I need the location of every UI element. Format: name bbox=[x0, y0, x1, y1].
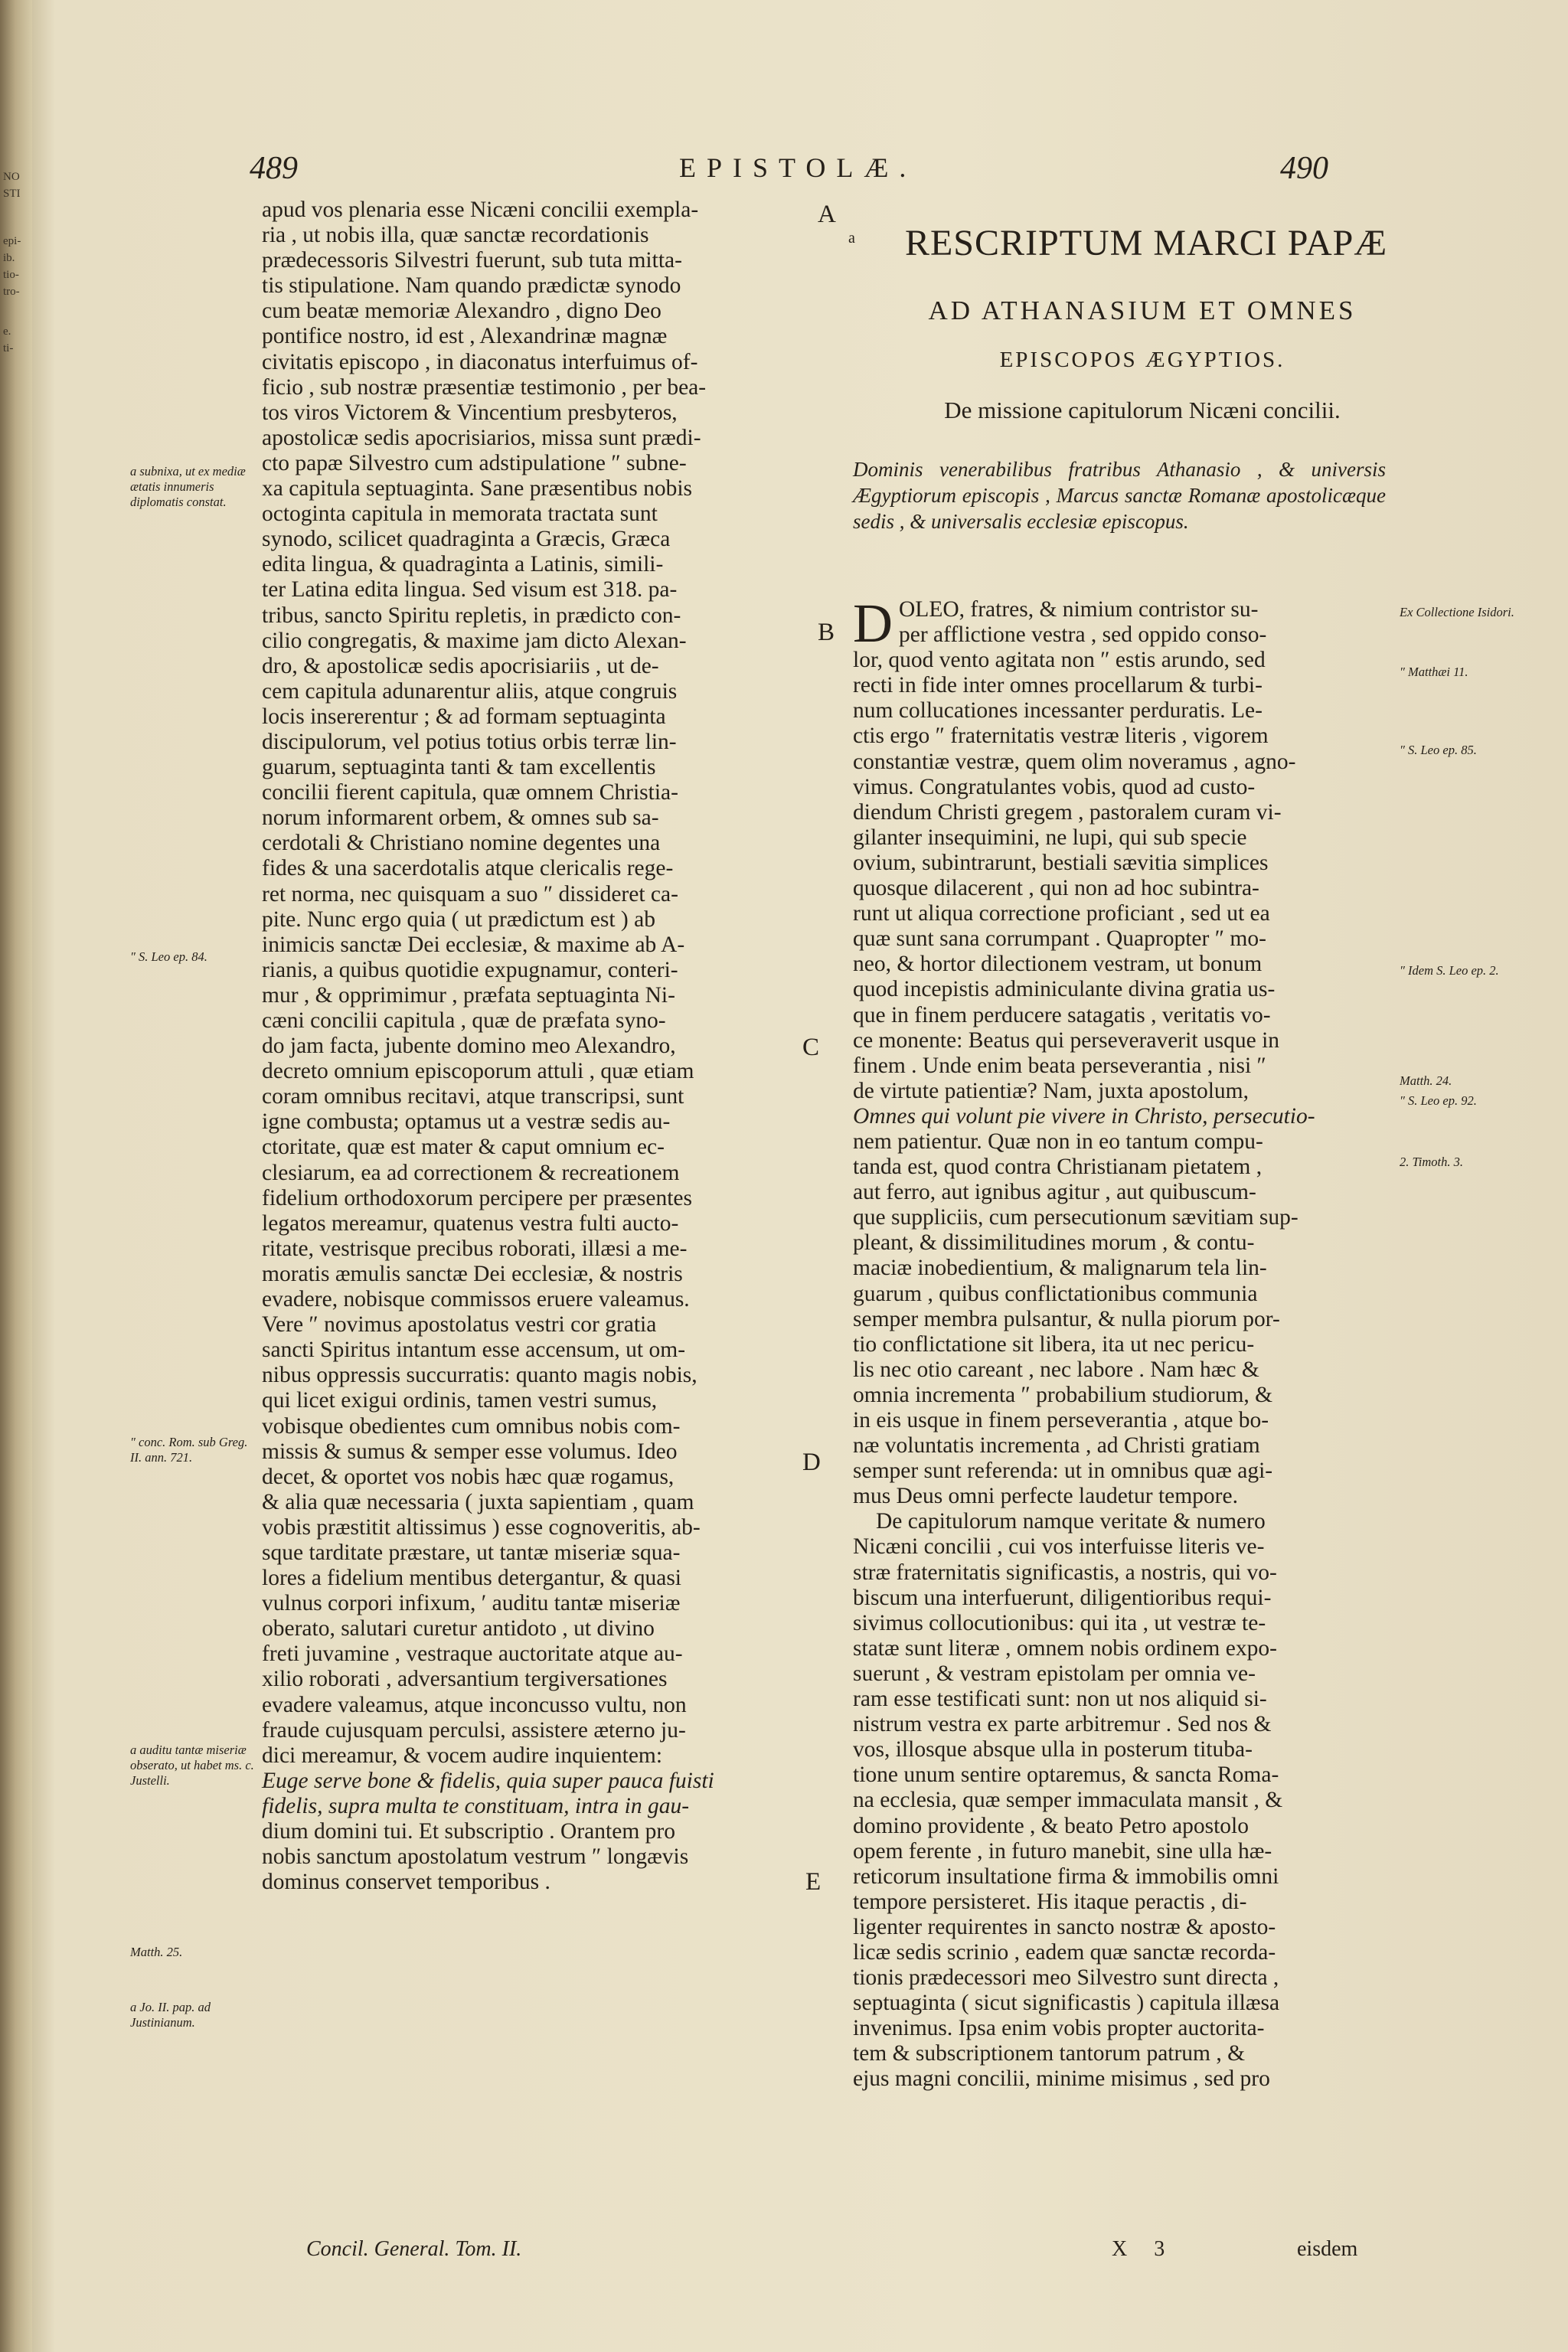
margin-note: ″ S. Leo ep. 92. bbox=[1400, 1093, 1477, 1108]
text-line: pontifice nostro, id est , Alexandrinæ magnæ bbox=[262, 324, 668, 349]
text-line: stræ fraternitatis significastis, a nostris, qui vo- bbox=[853, 1560, 1277, 1585]
running-title: EPISTOLÆ. bbox=[679, 152, 917, 183]
text-line: ovium, subintrarunt, bestiali sævitia simplices bbox=[853, 850, 1269, 875]
text-line: & alia quæ necessaria ( juxta sapientiam , quam bbox=[262, 1489, 694, 1514]
text-line: dominus conservet temporibus . bbox=[262, 1870, 550, 1895]
text-line: cerdotali & Christiano nomine degentes una bbox=[262, 831, 661, 856]
letter-subtitle-2: EPISCOPOS ÆGYPTIOS. bbox=[999, 348, 1285, 372]
text-line: clesiarum, ea ad correctionem & recreationem bbox=[262, 1160, 680, 1185]
section-letter-b: B bbox=[818, 619, 835, 646]
book-page bbox=[32, 0, 1568, 2352]
text-line: nem patientur. Quæ non in eo tantum compu- bbox=[853, 1129, 1263, 1154]
binding-gutter bbox=[0, 0, 32, 2352]
gutter-line: STI bbox=[3, 188, 21, 200]
text-line: sivimus collocutionibus: qui ita , ut vestræ te- bbox=[853, 1610, 1266, 1635]
text-line: synodo, scilicet quadraginta a Græcis, Græca bbox=[262, 527, 671, 552]
text-line: tio conflictatione sit libera, ita ut nec pericu- bbox=[853, 1331, 1255, 1357]
text-line: legatos mereamur, quatenus vestra fulti aucto- bbox=[262, 1210, 679, 1236]
text-line: septuaginta ( sicut significastis ) capitula illæsa bbox=[853, 1991, 1280, 2016]
text-line: vobis præstitit altissimus ) esse cognoveritis, ab- bbox=[262, 1514, 701, 1540]
text-line: ctis ergo ″ fraternitatis vestræ literis , vigorem bbox=[853, 724, 1269, 749]
text-line: biscum una interfuerunt, diligentioribus requi- bbox=[853, 1585, 1272, 1610]
text-line: semper membra pulsantur, & nulla piorum por- bbox=[853, 1306, 1280, 1331]
text-line: lis nec otio careant , nec labore . Nam hæc & bbox=[853, 1357, 1259, 1382]
right-column-text bbox=[853, 593, 1386, 2092]
gutter-line: tro- bbox=[3, 286, 20, 298]
page-number-right: 490 bbox=[1280, 151, 1328, 186]
text-line: guarum, septuaginta tanti & tam excellentis bbox=[262, 755, 656, 780]
text-line: nobis sanctum apostolatum vestrum ″ longævis bbox=[262, 1844, 689, 1870]
footer-title: Concil. General. Tom. II. bbox=[306, 2237, 522, 2261]
text-line: na ecclesia, quæ semper immaculata mansit , & bbox=[853, 1788, 1283, 1813]
gutter-line: ti- bbox=[3, 342, 14, 354]
text-line: ram esse testificati sunt: non ut nos aliquid si- bbox=[853, 1687, 1267, 1712]
text-line: invenimus. Ipsa enim vobis propter auctorita- bbox=[853, 2016, 1265, 2041]
text-line: que suppliciis, cum persecutionum sævitiam sup- bbox=[853, 1205, 1298, 1230]
text-line: qui licet exigui ordinis, tamen vestri sumus, bbox=[262, 1388, 658, 1413]
text-line: coram omnibus recitavi, atque transcripsi, sunt bbox=[262, 1084, 684, 1109]
gutter-line: tio- bbox=[3, 269, 19, 281]
text-line: prædecessoris Silvestri fuerunt, sub tuta mitta- bbox=[262, 248, 682, 273]
text-line: statæ sunt literæ , omnem nobis ordinem expo- bbox=[853, 1635, 1277, 1661]
gutter-line: e. bbox=[3, 325, 11, 338]
text-line: missis & sumus & semper esse volumus. Ideo bbox=[262, 1439, 678, 1464]
text-line: cto papæ Silvestro cum adstipulatione ″ subne- bbox=[262, 450, 687, 475]
text-line: cum beatæ memoriæ Alexandro , digno Deo bbox=[262, 299, 662, 324]
section-letter-a: A bbox=[818, 201, 836, 228]
text-line: runt ut aliqua correctione proficiant , sed ut ea bbox=[853, 901, 1270, 926]
text-line: ejus magni concilii, minime misimus , sed pro bbox=[853, 2066, 1270, 2092]
text-line: evadere valeamus, atque inconcusso vultu, non bbox=[262, 1692, 687, 1717]
text-line: do jam facta, jubente domino meo Alexandro, bbox=[262, 1034, 676, 1059]
margin-note: a auditu tantæ miseriæ obserato, ut habet ms. c. Justelli. bbox=[130, 1743, 254, 1788]
text-line: concilii fierent capitula, quæ omnem Christia- bbox=[262, 780, 678, 805]
text-line: dro, & apostolicæ sedis apocrisiariis , ut de- bbox=[262, 653, 659, 678]
text-line: rianis, a quibus quotidie expugnamur, conteri- bbox=[262, 957, 678, 982]
text-line: ter Latina edita lingua. Sed visum est 318. pa- bbox=[262, 577, 678, 603]
margin-note: Ex Collectione Isidori. bbox=[1400, 605, 1514, 619]
text-line: tempore persisteret. His itaque peractis , di- bbox=[853, 1889, 1247, 1914]
text-line: constantiæ vestræ, quem olim noveramus , agno- bbox=[853, 749, 1296, 774]
left-column-text bbox=[262, 198, 812, 1895]
text-line: igne combusta; optamus ut a vestræ sedis au- bbox=[262, 1109, 671, 1135]
text-line: tem & subscriptionem tantorum patrum , & bbox=[853, 2041, 1246, 2066]
text-line: nibus oppressis succurratis: quanto magis nobis, bbox=[262, 1363, 697, 1388]
margin-note: ″ S. Leo ep. 85. bbox=[1400, 743, 1477, 757]
section-letter-c: C bbox=[802, 1034, 820, 1061]
text-line: reticorum insultatione firma & immobilis omni bbox=[853, 1864, 1279, 1889]
section-letter-e: E bbox=[805, 1868, 822, 1896]
text-line: lor, quod vento agitata non ″ estis arundo, sed bbox=[853, 648, 1266, 673]
text-line: decreto omnium episcoporum attuli , quæ etiam bbox=[262, 1059, 694, 1084]
text-line: fidelium orthodoxorum percipere per præsentes bbox=[262, 1185, 692, 1210]
text-line: sque tarditate præstare, ut tantæ miseriæ squa- bbox=[262, 1540, 681, 1565]
text-line: quosque dilacerent , qui non ad hoc subintra- bbox=[853, 876, 1259, 901]
text-line: licæ sedis scrinio , eadem quæ sanctæ recorda- bbox=[853, 1939, 1276, 1965]
catchword: eisdem bbox=[1297, 2237, 1358, 2261]
text-line: maciæ inobedientium, & malignarum tela lin- bbox=[853, 1256, 1267, 1281]
text-line: xa capitula septuaginta. Sane præsentibus nobis bbox=[262, 476, 693, 501]
text-line: que in finem perducere satagatis , veritatis vo- bbox=[853, 1002, 1271, 1027]
text-line: ritate, vestrisque precibus roborati, illæsi a me- bbox=[262, 1236, 688, 1261]
margin-note: ″ Idem S. Leo ep. 2. bbox=[1400, 963, 1499, 978]
text-line: neo, & hortor dilectionem vestram, ut bonum bbox=[853, 952, 1263, 977]
text-line: suerunt , & vestram epistolam per omnia ve- bbox=[853, 1661, 1256, 1686]
gutter-line: ib. bbox=[3, 252, 15, 264]
text-line: Omnes qui volunt pie vivere in Christo, persecutio- bbox=[853, 1103, 1315, 1129]
text-line: vobisque obedientes cum omnibus nobis com- bbox=[262, 1413, 681, 1439]
text-line: fraude cujusquam perculsi, assistere æterno ju- bbox=[262, 1717, 686, 1743]
text-line: apostolicæ sedis apocrisiarios, missa sunt prædi- bbox=[262, 425, 701, 450]
text-line: moratis æmulis sanctæ Dei ecclesiæ, & nostris bbox=[262, 1261, 683, 1286]
text-line: dici mereamur, & vocem audire inquientem: bbox=[262, 1743, 663, 1768]
text-line: omnia incrementa ″ probabilium studiorum, & bbox=[853, 1382, 1273, 1407]
text-line: per afflictione vestra , sed oppido conso- bbox=[899, 622, 1267, 648]
margin-note: 2. Timoth. 3. bbox=[1400, 1155, 1463, 1169]
text-line: ce monente: Beatus qui perseveraverit usque in bbox=[853, 1027, 1280, 1053]
text-line: cæni concilii capitula , quæ de præfata syno- bbox=[262, 1008, 666, 1033]
text-line: locis insererentur ; & ad formam septuaginta bbox=[262, 704, 666, 729]
signature-mark: X 3 bbox=[1112, 2237, 1176, 2261]
text-line: gilanter insequimini, ne lupi, qui sub specie bbox=[853, 825, 1247, 850]
text-line: lores a fidelium mentibus detergantur, & quasi bbox=[262, 1566, 681, 1591]
text-line: dium domini tui. Et subscriptio . Orantem pro bbox=[262, 1819, 675, 1844]
text-line: tionis prædecessori meo Silvestro sunt directa , bbox=[853, 1965, 1279, 1991]
text-line: de virtute patientiæ? Nam, juxta apostolum, bbox=[853, 1078, 1249, 1103]
text-line: discipulorum, vel potius totius orbis terræ lin- bbox=[262, 729, 677, 754]
text-line: næ voluntatis incrementa , ad Christi gratiam bbox=[853, 1433, 1260, 1459]
text-line: Euge serve bone & fidelis, quia super pauca fuisti bbox=[262, 1768, 714, 1793]
text-line: guarum , quibus conflictationibus communia bbox=[853, 1281, 1258, 1306]
text-line: tribus, sancto Spiritu repletis, in prædicto con- bbox=[262, 603, 681, 628]
text-line: pite. Nunc ergo quia ( ut prædictum est ) ab bbox=[262, 906, 655, 932]
text-line: opem ferente , in futuro manebit, sine ulla hæ- bbox=[853, 1838, 1272, 1864]
text-line: tis stipulatione. Nam quando prædictæ synodo bbox=[262, 273, 681, 299]
text-line: apud vos plenaria esse Nicæni concilii exempla- bbox=[262, 198, 699, 222]
text-line: oberato, salutari curetur antidoto , ut divino bbox=[262, 1616, 655, 1642]
footnote-mark: a bbox=[848, 230, 855, 247]
text-line: in eis usque in finem perseverantia , atque bo- bbox=[853, 1408, 1269, 1432]
margin-note: a subnixa, ut ex mediæ ætatis innumeris diplomatis constat. bbox=[130, 464, 246, 509]
text-line: freti juvamine , vestraque auctoritate atque au- bbox=[262, 1642, 683, 1667]
margin-note: ″ Matthæi 11. bbox=[1400, 665, 1468, 679]
text-line: cem capitula adunarentur aliis, atque congruis bbox=[262, 678, 678, 704]
text-line: tione unum sentire optaremus, & sancta Roma- bbox=[853, 1762, 1279, 1788]
text-line: vos, illosque absque ulla in posterum tituba- bbox=[853, 1737, 1253, 1762]
text-line: cilio congregatis, & maxime jam dicto Alexan- bbox=[262, 628, 687, 653]
text-line: inimicis sanctæ Dei ecclesiæ, & maxime ab A- bbox=[262, 932, 685, 957]
text-line: xilio roborati , adversantium tergiversationes bbox=[262, 1667, 668, 1692]
letter-subtitle: AD ATHANASIUM ET OMNES bbox=[928, 296, 1357, 325]
text-line: quæ sunt sana corrumpant . Quapropter ″ mo- bbox=[853, 926, 1266, 952]
text-line: num collucationes incessanter perduratis. Le- bbox=[853, 698, 1263, 724]
text-line: octoginta capitula in memorata tractata sunt bbox=[262, 501, 658, 527]
text-line: domino providente , & beato Petro apostolo bbox=[853, 1813, 1249, 1838]
text-line: De capitulorum namque veritate & numero bbox=[876, 1509, 1266, 1534]
gutter-line: NO bbox=[3, 171, 20, 183]
text-line: DOLEO, fratres, & nimium contristor su- bbox=[853, 593, 1259, 654]
text-line: mus Deus omni perfecte laudetur tempore. bbox=[853, 1484, 1238, 1509]
text-line: ficio , sub nostræ præsentiæ testimonio , per bea- bbox=[262, 374, 707, 400]
letter-summary: De missione capitulorum Nicæni concilii. bbox=[944, 397, 1341, 423]
margin-note: Matth. 25. bbox=[130, 1945, 183, 1959]
text-line: Vere ″ novimus apostolatus vestri cor gratia bbox=[262, 1312, 657, 1338]
text-line: decet, & oportet vos nobis hæc quæ rogamus, bbox=[262, 1464, 675, 1489]
text-line: aut ferro, aut ignibus agitur , aut quibuscum- bbox=[853, 1180, 1256, 1205]
gutter-text bbox=[3, 168, 29, 357]
text-line: tos viros Victorem & Vincentium presbyteros, bbox=[262, 400, 678, 425]
text-line: finem . Unde enim beata perseverantia , nisi ″ bbox=[853, 1053, 1266, 1078]
margin-note: a Jo. II. pap. ad Justinianum. bbox=[130, 2000, 211, 2030]
drop-cap: D bbox=[853, 593, 893, 654]
text-line: semper sunt referenda: ut in omnibus quæ agi- bbox=[853, 1459, 1273, 1484]
margin-note: ″ S. Leo ep. 84. bbox=[130, 949, 207, 964]
text-line: mur , & opprimimur , præfata septuaginta Ni- bbox=[262, 982, 675, 1008]
text-line: fidelis, supra multa te constituam, intra in gau- bbox=[262, 1793, 690, 1818]
section-letter-d: D bbox=[802, 1449, 821, 1476]
text-line: nistrum vestra ex parte arbitremur . Sed nos & bbox=[853, 1712, 1272, 1737]
text-line: edita lingua, & quadraginta a Latinis, simili- bbox=[262, 552, 664, 577]
text-line: ria , ut nobis illa, quæ sanctæ recordationis bbox=[262, 223, 649, 248]
text-line: ligenter requirentes in sancto nostræ & aposto- bbox=[853, 1914, 1276, 1939]
text-line: tanda est, quod contra Christianam pietatem , bbox=[853, 1155, 1263, 1180]
text-line: Nicæni concilii , cui vos interfuisse literis ve- bbox=[853, 1534, 1265, 1560]
text-line: pleant, & dissimilitudines morum , & contu- bbox=[853, 1230, 1255, 1256]
page-number-left: 489 bbox=[250, 151, 298, 186]
letter-title: RESCRIPTUM MARCI PAPÆ bbox=[904, 223, 1388, 263]
text-line: ret norma, nec quisquam a suo ″ dissideret ca- bbox=[262, 881, 678, 906]
text-line: vulnus corpori infixum, ′ auditu tantæ miseriæ bbox=[262, 1591, 681, 1616]
text-line: quod incepistis adminiculante divina gratia us- bbox=[853, 977, 1276, 1002]
margin-note: Matth. 24. bbox=[1400, 1073, 1452, 1088]
text-line: civitatis episcopo , in diaconatus interfuimus of- bbox=[262, 349, 698, 374]
text-line: norum informarent orbem, & omnes sub sa- bbox=[262, 805, 659, 831]
text-line: ctoritate, quæ est mater & caput omnium ec- bbox=[262, 1135, 665, 1160]
letter-address: Dominis venerabilibus fratribus Athanasio , & universis Ægyptiorum episcopis , Marcus sanctæ Romanæ apostolicæque sedis , & universalis ecclesiæ episcopus. bbox=[853, 458, 1386, 533]
text-line: vimus. Congratulantes vobis, quod ad custo- bbox=[853, 774, 1256, 799]
gutter-line: epi- bbox=[3, 235, 21, 247]
text-line: diendum Christi gregem , pastoralem curam vi- bbox=[853, 799, 1282, 825]
margin-note: ″ conc. Rom. sub Greg. II. ann. 721. bbox=[130, 1435, 248, 1465]
text-line: recti in fide inter omnes procellarum & turbi- bbox=[853, 673, 1263, 698]
text-line: evadere, nobisque commissos eruere valeamus. bbox=[262, 1287, 690, 1312]
text-line: fides & una sacerdotalis atque clericalis rege- bbox=[262, 856, 674, 881]
text-line: sancti Spiritus intantum esse accensum, ut om- bbox=[262, 1338, 686, 1363]
